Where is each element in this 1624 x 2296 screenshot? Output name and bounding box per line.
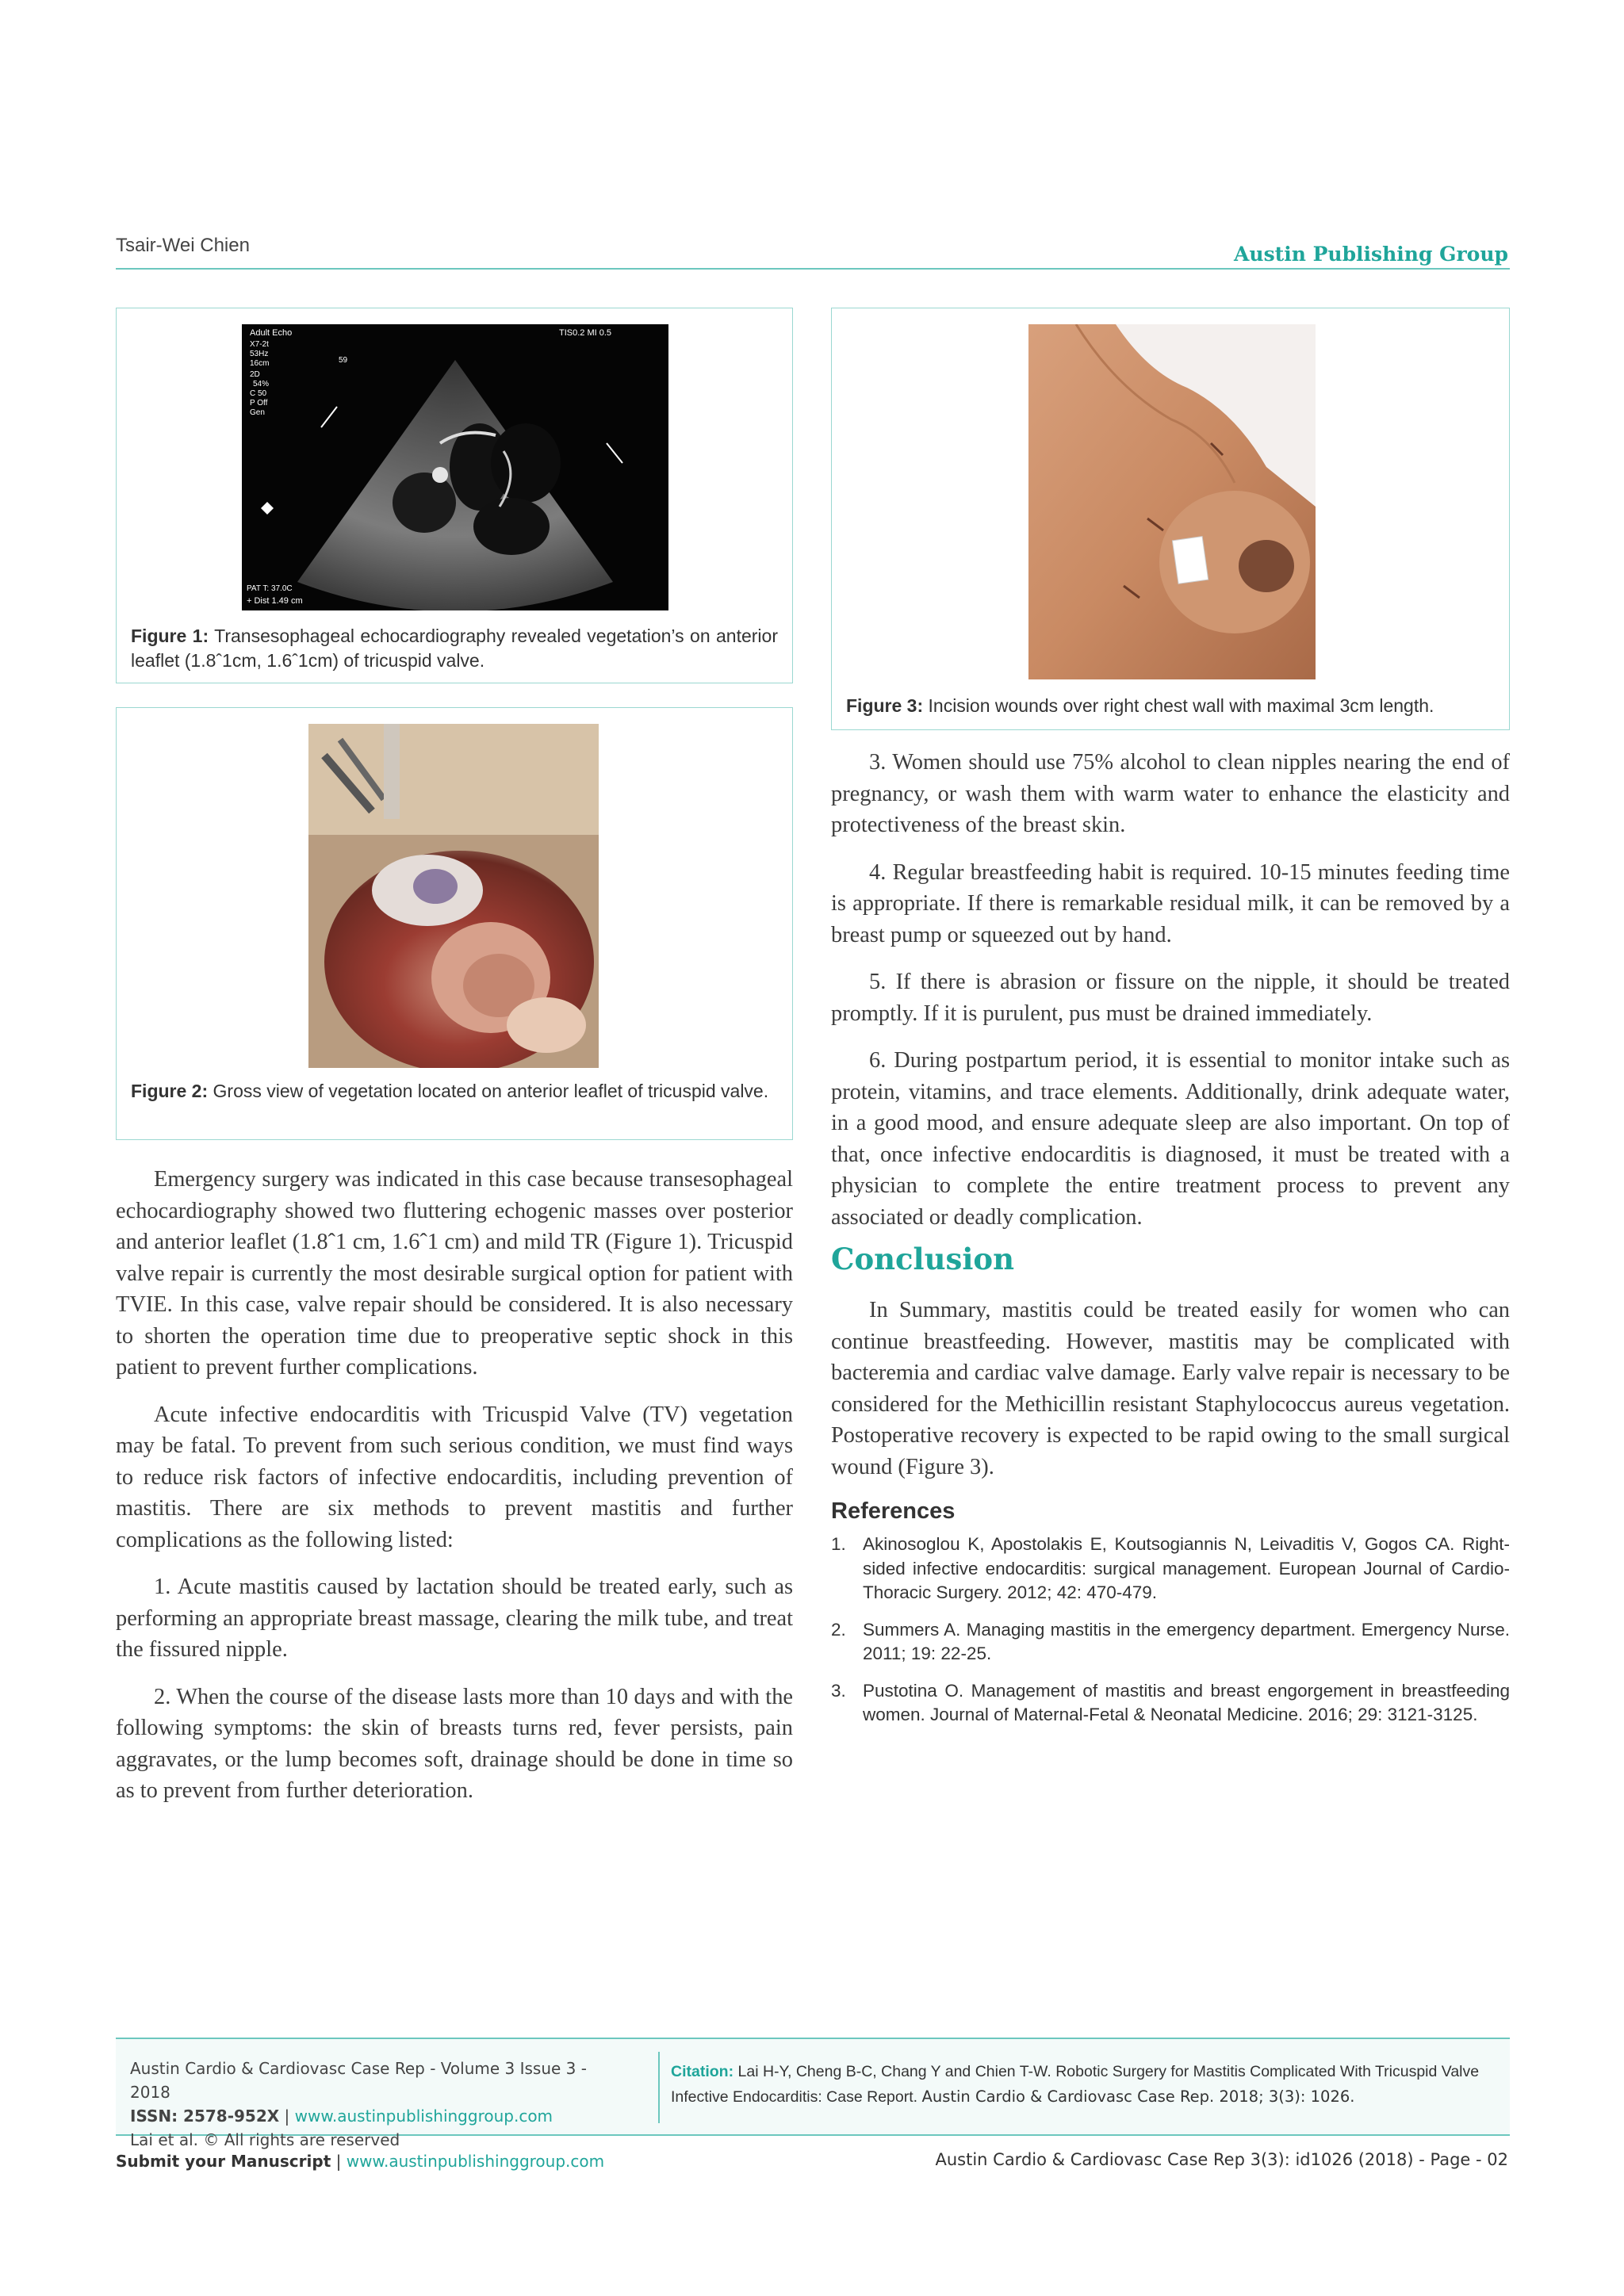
running-author: Tsair-Wei Chien: [116, 235, 250, 256]
conclusion-body: [831, 1295, 1510, 1498]
echo-setting: 53Hz: [250, 350, 269, 358]
submit-separator: |: [335, 2152, 342, 2171]
echo-setting: Gen: [250, 408, 265, 417]
echo-dist: + Dist 1.49 cm: [247, 596, 303, 606]
echo-image: [242, 324, 668, 610]
figure-1-label: Figure 1:: [131, 626, 209, 646]
incision-wounds-graphic: [1028, 324, 1316, 679]
figure-1-caption: [131, 624, 778, 673]
figure-2-label: Figure 2:: [131, 1081, 209, 1101]
figure-1-caption-text: Transesophageal echocardiography revealed vegetation’s on anterior leaflet (1.8ˆ1cm, 1.6ˆ1cm) of tricuspid valve.: [131, 626, 778, 671]
body-paragraph: 3. Women should use 75% alcohol to clean nipples nearing the end of pregnancy, or wash them with warm water to enhance the elasticity and protectiveness of the breast skin.: [831, 750, 1510, 837]
references-list: [831, 1533, 1510, 1740]
figure-3-caption: [846, 694, 1496, 718]
echo-title: Adult Echo: [250, 328, 293, 338]
echo-setting: P Off: [250, 399, 268, 408]
citation-journal: Austin Cardio & Cardiovasc Case Rep. 2018; 3(3): 1026.: [921, 2087, 1355, 2106]
body-paragraph: Emergency surgery was indicated in this case because transesophageal echocardiography showed two fluttering echogenic masses over posterior and anterior leaflet (1.8ˆ1 cm, 1.6ˆ1 cm) and mild TR (Figure 1). Tricuspid valve repair is currently the most desirable surgical option for patient with TVIE. In this case, valve repair should be considered. It is also necessary to shorten the operation time due to preoperative septic shock in this patient to prevent further complications.: [116, 1167, 793, 1380]
echo-pat-temp: PAT T: 37.0C: [247, 584, 293, 593]
submit-website-link[interactable]: www.austinpublishinggroup.com: [346, 2152, 605, 2171]
submit-manuscript-line: [116, 2152, 604, 2171]
reference-item: [831, 1679, 1510, 1728]
footer-citation: [671, 2060, 1496, 2110]
footer-journal-line: Austin Cardio & Cardiovasc Case Rep - Volume 3 Issue 3 - 2018: [130, 2059, 587, 2102]
reference-number: 1.: [831, 1534, 846, 1554]
reference-item: [831, 1618, 1510, 1667]
figure-3: [831, 308, 1510, 730]
reference-text: Summers A. Managing mastitis in the emergency department. Emergency Nurse. 2011; 19: 22-25.: [863, 1619, 1510, 1663]
page-info: Austin Cardio & Cardiovasc Case Rep 3(3): id1026 (2018) - Page - 02: [935, 2150, 1508, 2169]
body-paragraph: 6. During postpartum period, it is essential to monitor intake such as protein, vitamins, and trace elements. Additionally, drink adequate water, in a good mood, and ensure adequate sleep are also important. On top of that, once infective endocarditis is diagnosed, it must be treated with a physician to complete the entire treatment process to prevent any associated or deadly complication.: [831, 1048, 1510, 1230]
echo-setting: 2D: [250, 370, 260, 379]
footer-journal-info: [130, 2057, 622, 2152]
footer-website-link[interactable]: www.austinpublishinggroup.com: [294, 2107, 553, 2126]
publisher-name: Austin Publishing Group: [1234, 243, 1508, 266]
reference-text: Pustotina O. Management of mastitis and breast engorgement in breastfeeding women. Journal of Maternal-Fetal & Neonatal Medicine. 2016; 29: 3121-3125.: [863, 1680, 1510, 1724]
figure-2-caption: [131, 1079, 778, 1104]
citation-text: Lai H-Y, Cheng B-C, Chang Y and Chien T-W. Robotic Surgery for Mastitis Complicated With Tricuspid Valve Infective Endocarditis: Case Report.: [671, 2063, 1480, 2106]
body-paragraph: 1. Acute mastitis caused by lactation should be treated early, such as performing an appropriate breast massage, clearing the milk tube, and treat the fissured nipple.: [116, 1575, 793, 1662]
echocardiogram-graphic: [242, 324, 668, 610]
right-column-body: [831, 747, 1510, 1249]
header-rule: [116, 268, 1510, 270]
conclusion-heading: Conclusion: [831, 1242, 1014, 1276]
body-paragraph: 5. If there is abrasion or fissure on the nipple, it should be treated promptly. If it is purulent, pus must be drained immediately.: [831, 970, 1510, 1026]
figure-3-caption-text: Incision wounds over right chest wall with maximal 3cm length.: [928, 695, 1434, 716]
footer-separator: |: [284, 2107, 290, 2126]
reference-number: 2.: [831, 1619, 846, 1640]
citation-label: Citation:: [671, 2063, 734, 2080]
left-column-body: [116, 1164, 793, 1823]
body-paragraph: Acute infective endocarditis with Tricuspid Valve (TV) vegetation may be fatal. To prevent from such serious condition, we must find ways to reduce risk factors of infective endocarditis, including prevention of mastitis. There are six methods to prevent mastitis and further complications as the following listed:: [116, 1402, 793, 1552]
echo-depth: 59: [339, 356, 348, 365]
footer-issn: ISSN: 2578-952X: [130, 2107, 280, 2126]
reference-item: [831, 1533, 1510, 1605]
echo-setting: X7-2t: [250, 340, 269, 349]
body-paragraph: 2. When the course of the disease lasts more than 10 days and with the following symptoms: the skin of breasts turns red, fever persists, pain aggravates, or the lump becomes soft, drainage should be done in time so as to prevent from further deterioration.: [116, 1684, 793, 1803]
figure-2-caption-text: Gross view of vegetation located on anterior leaflet of tricuspid valve.: [213, 1081, 769, 1101]
submit-label: Submit your Manuscript: [116, 2152, 331, 2171]
reference-number: 3.: [831, 1680, 846, 1701]
footer-box: [116, 2038, 1510, 2149]
echo-setting: C 50: [250, 389, 267, 398]
footer-divider: [658, 2052, 660, 2123]
footer-rights: Lai et al. © All rights are reserved: [130, 2130, 400, 2149]
surgical-gross-view-graphic: [308, 724, 599, 1068]
echo-ti-mi: TIS0.2 MI 0.5: [559, 328, 612, 338]
figure-1: [116, 308, 793, 683]
body-paragraph: 4. Regular breastfeeding habit is required. 10-15 minutes feeding time is appropriate. If there is remarkable residual milk, it can be removed by a breast pump or squeezed out by hand.: [831, 859, 1510, 947]
figure-3-label: Figure 3:: [846, 695, 924, 716]
references-heading: References: [831, 1498, 956, 1524]
echo-setting: 16cm: [250, 359, 270, 368]
echo-setting: 54%: [253, 380, 270, 388]
surgical-photo: [308, 724, 599, 1068]
footer-issn-line: [130, 2104, 622, 2128]
figure-2: [116, 707, 793, 1140]
reference-text: Akinosoglou K, Apostolakis E, Koutsogiannis N, Leivaditis V, Gogos CA. Right-sided infective endocarditis: surgical management. European Journal of Cardio-Thoracic Surgery. 2012; 42: 470-479.: [863, 1534, 1510, 1602]
chest-wall-photo: [1028, 324, 1316, 679]
conclusion-paragraph: In Summary, mastitis could be treated easily for women who can continue breastfeeding. However, mastitis may be complicated with bacteremia and cardiac valve damage. Early valve repair is necessary to be considered for the Methicillin resistant Staphylococcus aureus vegetation. Postoperative recovery is expected to be rapid owing to the small surgical wound (Figure 3).: [831, 1298, 1510, 1479]
